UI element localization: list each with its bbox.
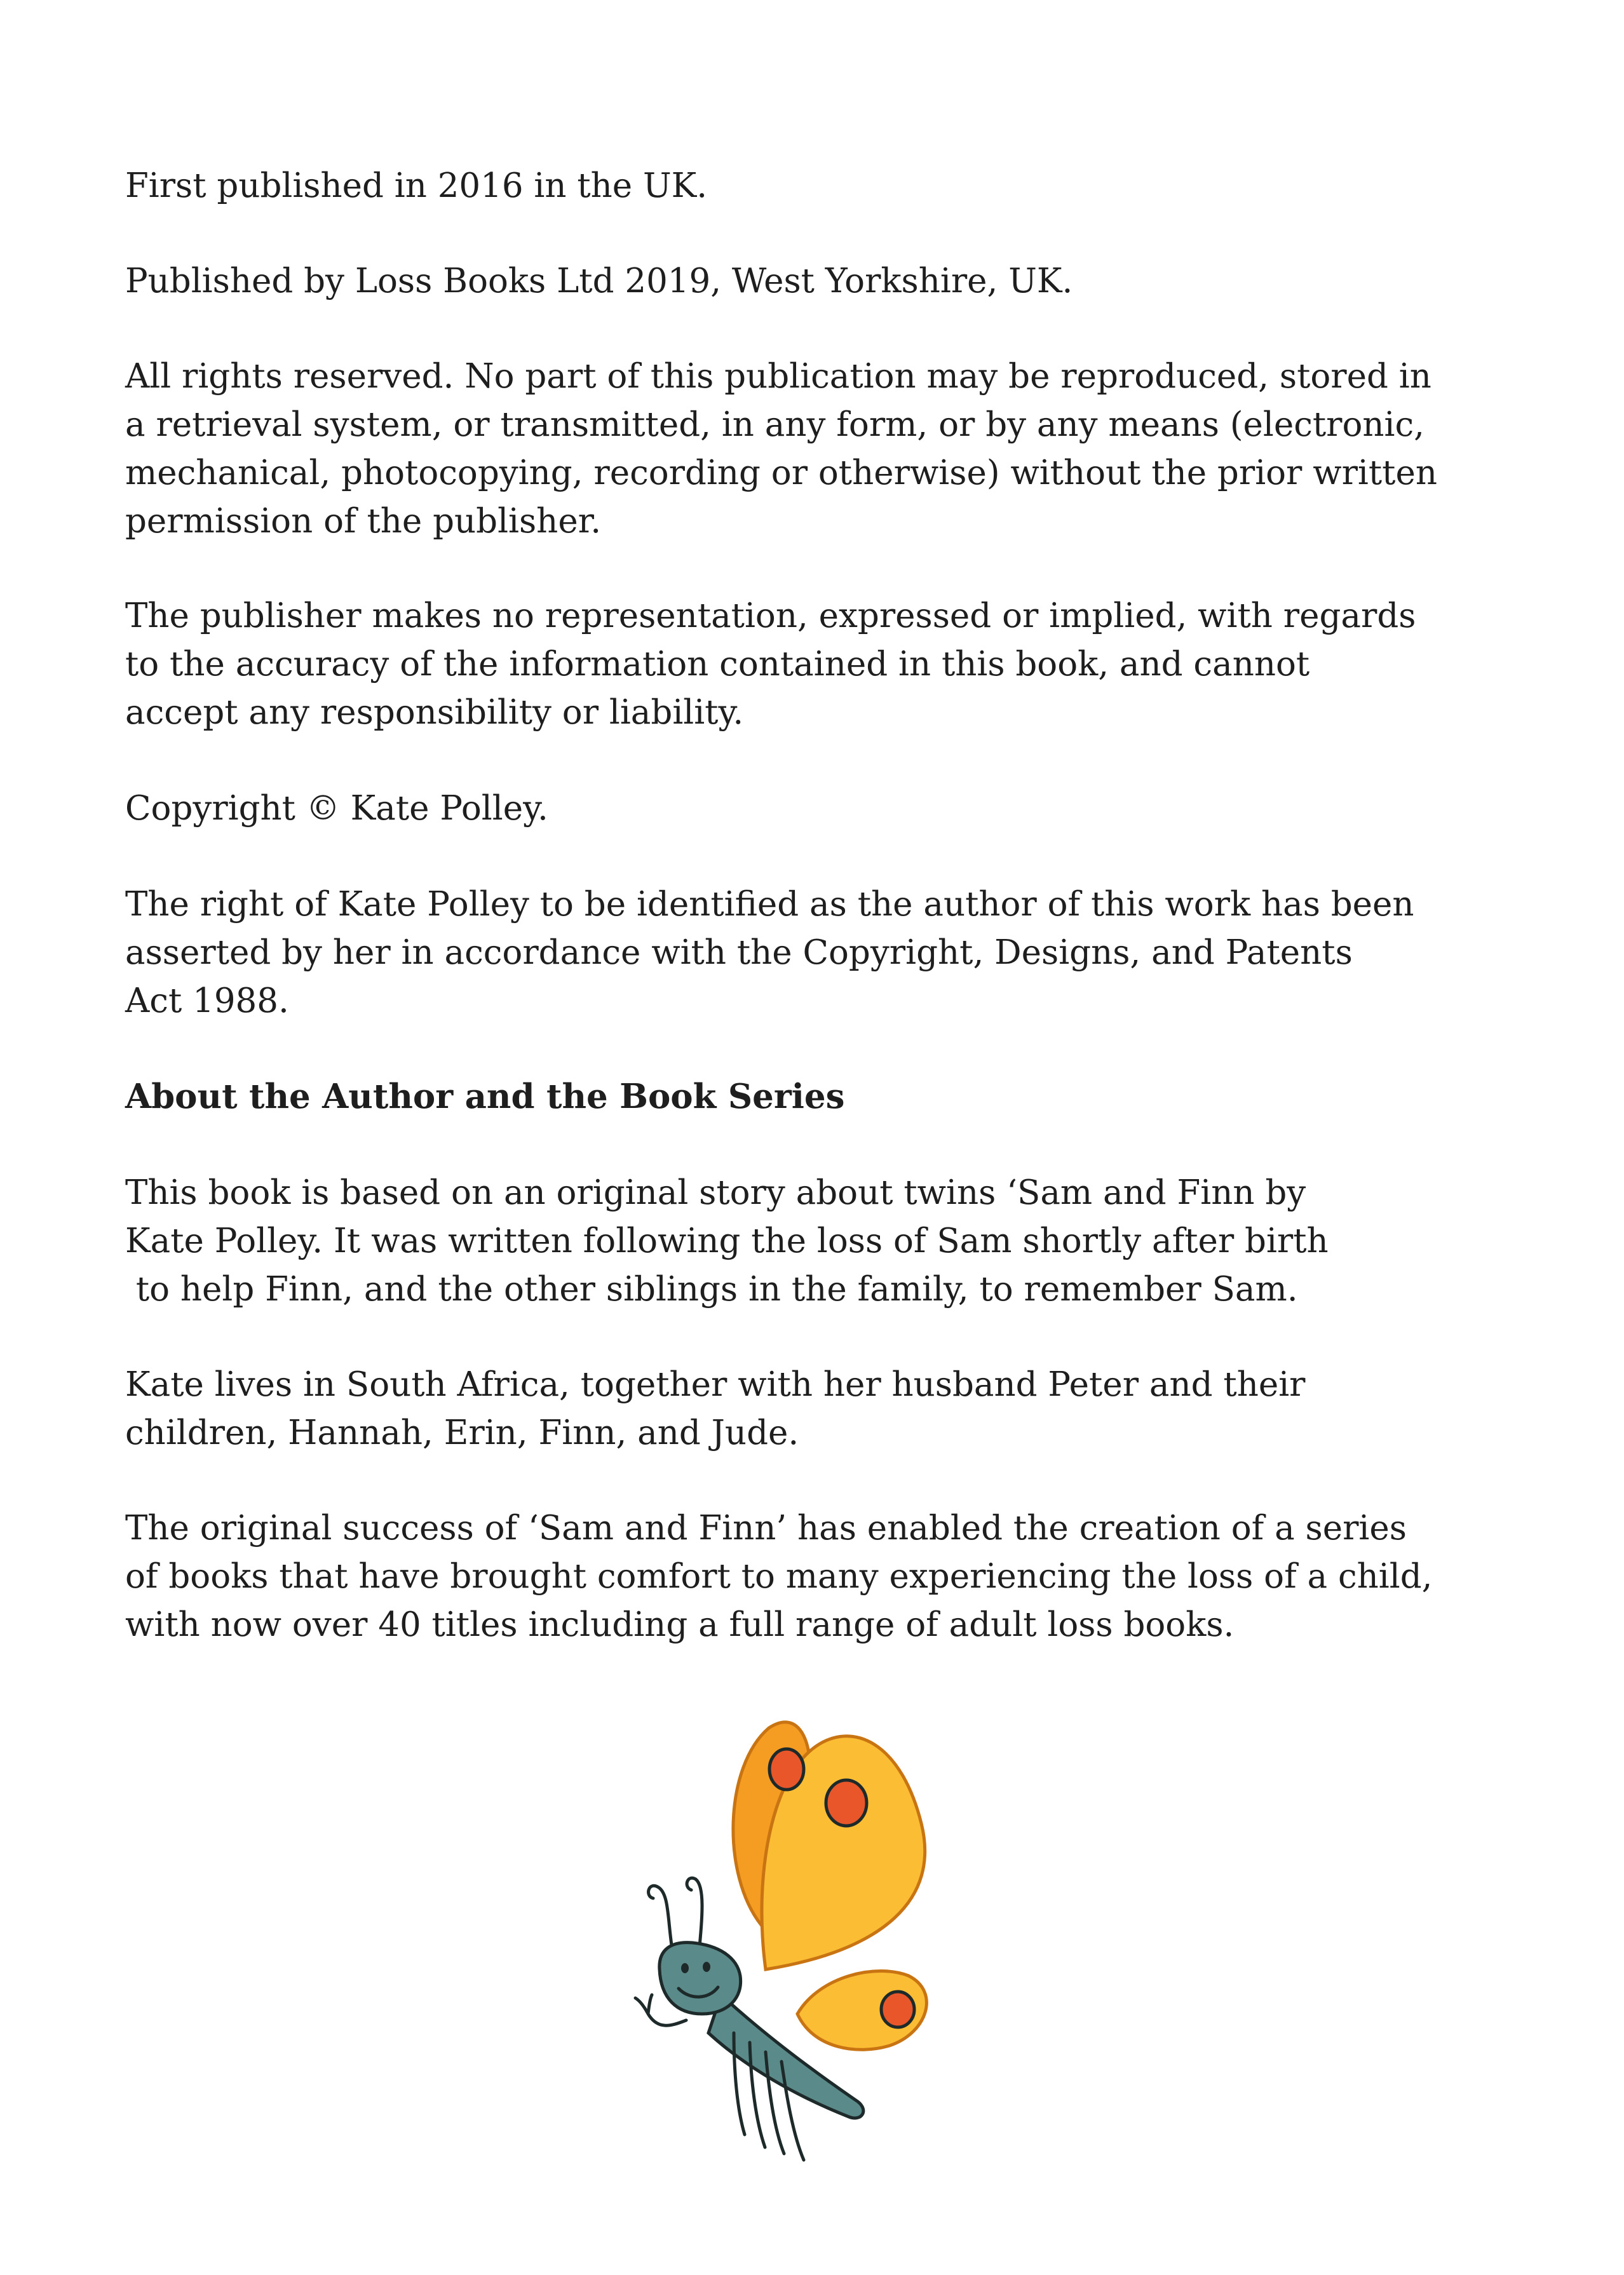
- series-paragraph: The original success of ‘Sam and Finn’ has enabled the creation of a series of books that have brought comfort to many experiencing the loss of a child, with now over 40 titles including a full range of adult loss books.: [125, 1509, 1433, 1644]
- publication-note: First published in 2016 in the UK.: [125, 166, 708, 205]
- butterfly-head: [660, 1943, 741, 2014]
- butterfly-icon: [610, 1715, 978, 2204]
- book-origin-paragraph: This book is based on an original story about twins ‘Sam and Finn by Kate Polley. It was written following the loss of Sam shortly after birth to help Finn, and the other siblings in the family, to remember Sam.: [125, 1173, 1329, 1309]
- butterfly-spot: [881, 1992, 914, 2027]
- rights-reserved-paragraph: All rights reserved. No part of this publication may be reproduced, stored in a retrieval system, or transmitted, in any form, or by any means (electronic, mechanical, photocopying, recording or otherwise) without the prior written permission of the publisher.: [125, 357, 1437, 541]
- butterfly-eye: [681, 1963, 689, 1973]
- disclaimer-paragraph: The publisher makes no representation, expressed or implied, with regards to the accuracy of the information contained in this book, and cannot accept any responsibility or liability.: [125, 597, 1416, 732]
- copyright-line: Copyright © Kate Polley.: [125, 789, 548, 828]
- butterfly-eye: [703, 1962, 710, 1972]
- butterfly-spot: [769, 1749, 804, 1790]
- publisher-note: Published by Loss Books Ltd 2019, West Yorkshire, UK.: [125, 262, 1073, 300]
- author-rights-paragraph: The right of Kate Polley to be identified as the author of this work has been asserted by her in accordance with the Copyright, Designs, and Patents Act 1988.: [125, 885, 1414, 1020]
- butterfly-spot: [826, 1780, 867, 1826]
- author-family-paragraph: Kate lives in South Africa, together with her husband Peter and their children, Hannah, Erin, Finn, and Jude.: [125, 1365, 1306, 1452]
- section-heading: About the Author and the Book Series: [125, 1077, 845, 1116]
